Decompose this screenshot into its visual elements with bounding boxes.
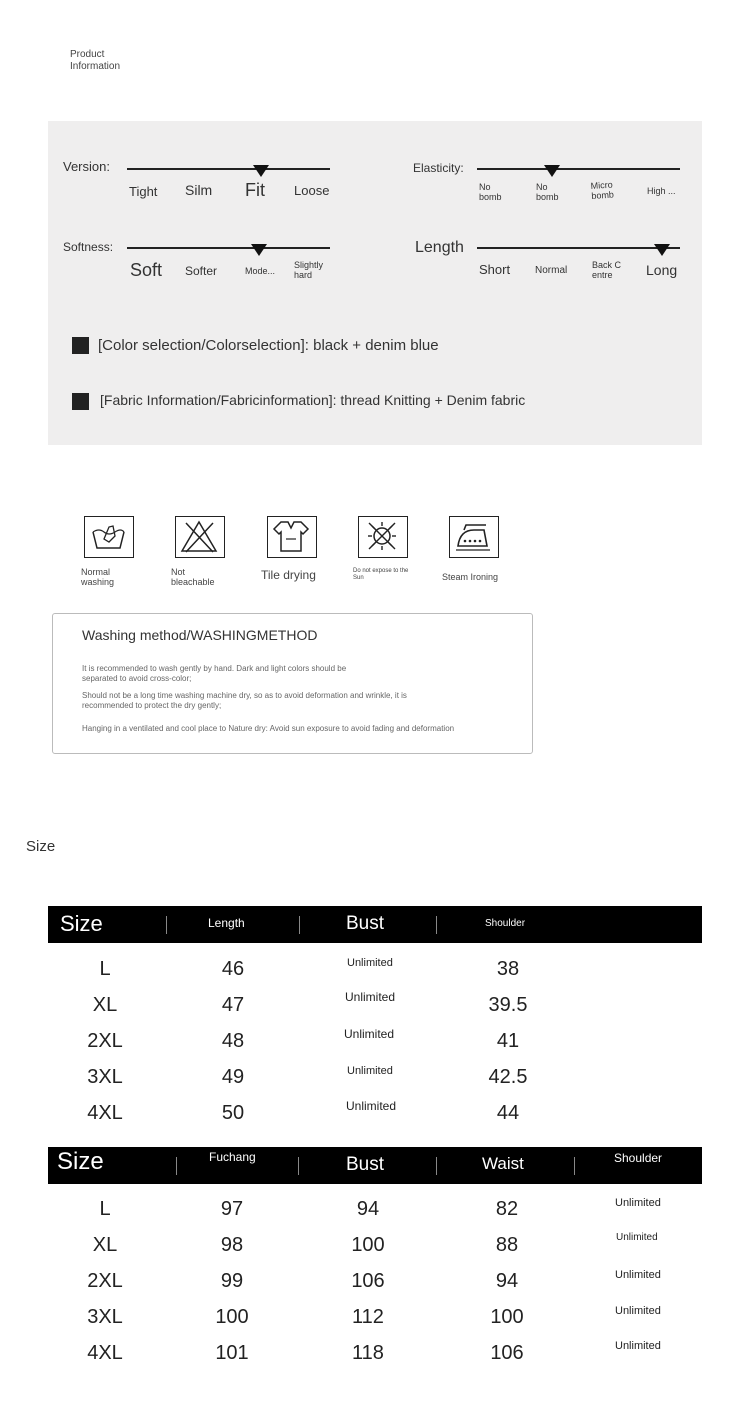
hand-wash-icon	[84, 516, 134, 558]
version-option-loose: Loose	[294, 183, 330, 198]
table-cell: 94	[356, 1198, 380, 1220]
table-cell: 50	[221, 1102, 245, 1124]
table-cell: 2XL	[87, 1030, 123, 1052]
table-cell: 41	[496, 1030, 520, 1052]
no-sun-icon	[358, 516, 408, 558]
version-option-silm: Silm	[185, 182, 213, 198]
table-cell: Unlimited	[615, 1340, 661, 1352]
length-option-back-centre: Back C entre	[592, 260, 622, 280]
table-cell: Unlimited	[345, 990, 396, 1004]
col-header-shoulder: Shoulder	[485, 918, 526, 929]
size-section-title: Size	[26, 838, 56, 855]
table-cell: 100	[490, 1306, 524, 1328]
care-label-normal-washing: Normal washing	[81, 567, 115, 587]
table-cell: 42.5	[488, 1066, 528, 1088]
steam-iron-icon	[449, 516, 499, 558]
care-label-no-sun: Do not expose to the Sun	[353, 568, 409, 581]
table-cell: 101	[215, 1342, 249, 1364]
washing-paragraph-2: Should not be a long time washing machine dry, so as to avoid deformation and wrinkle, it is recommended to protect the dry gently;	[82, 691, 407, 710]
table-cell: Unlimited	[615, 1197, 661, 1209]
col-header-length: Length	[208, 916, 245, 930]
col-header-bust: Bust	[346, 913, 385, 934]
table-cell: 4XL	[87, 1342, 123, 1364]
table-cell: 38	[496, 958, 520, 980]
table-cell: 100	[351, 1234, 385, 1256]
table-cell: 88	[495, 1234, 519, 1256]
table-cell: XL	[92, 1234, 118, 1256]
bullet-square-icon	[72, 393, 89, 410]
softness-option-moderate: Mode...	[245, 266, 276, 276]
care-label-not-bleachable: Not bleachable	[171, 567, 215, 587]
table-cell: 3XL	[87, 1066, 123, 1088]
table-cell: Unlimited	[344, 1027, 395, 1041]
col-header-size: Size	[57, 1148, 104, 1175]
table-cell: L	[99, 1198, 111, 1220]
version-option-tight: Tight	[129, 184, 158, 199]
softness-option-softer: Softer	[185, 264, 218, 278]
header-separator	[574, 1157, 575, 1175]
header-separator	[166, 916, 167, 934]
elasticity-option-2: No bomb	[536, 182, 559, 202]
version-label: Version:	[63, 159, 110, 174]
header-separator	[436, 1157, 437, 1175]
length-marker	[654, 244, 670, 256]
softness-option-soft: Soft	[130, 260, 163, 280]
table-cell: 44	[496, 1102, 520, 1124]
table-cell: Unlimited	[347, 1065, 393, 1077]
elasticity-option-3: Micro bomb	[590, 179, 615, 202]
table-cell: 118	[352, 1342, 384, 1364]
elasticity-option-4: High ...	[647, 186, 676, 196]
table-cell: L	[99, 958, 111, 980]
col-header-bust: Bust	[346, 1154, 385, 1175]
table-cell: XL	[92, 994, 118, 1016]
col-header-waist: Waist	[482, 1154, 524, 1173]
table-cell: 4XL	[87, 1102, 123, 1124]
table-cell: 82	[495, 1198, 519, 1220]
bullet-square-icon	[72, 337, 89, 354]
table-cell: 46	[221, 958, 245, 980]
header-separator	[299, 916, 300, 934]
version-scale-line	[127, 168, 330, 170]
length-scale-line	[477, 247, 680, 249]
elasticity-label: Elasticity:	[413, 161, 464, 175]
table-cell: 99	[220, 1270, 244, 1292]
table-cell: Unlimited	[346, 1099, 397, 1113]
tile-drying-icon	[267, 516, 317, 558]
softness-scale-line	[127, 247, 330, 249]
no-bleach-icon	[175, 516, 225, 558]
length-option-short: Short	[479, 262, 511, 277]
header-separator	[436, 916, 437, 934]
table-cell: 106	[490, 1342, 524, 1364]
elasticity-option-1: No bomb	[479, 182, 502, 202]
elasticity-scale-line	[477, 168, 680, 170]
color-selection-line: [Color selection/Colorselection]: black + denim blue	[98, 337, 439, 354]
care-label-tile-drying: Tile drying	[261, 568, 316, 582]
header-separator	[298, 1157, 299, 1175]
version-marker	[253, 165, 269, 177]
washing-method-title: Washing method/WASHINGMETHOD	[82, 627, 318, 643]
table-cell: 48	[221, 1030, 245, 1052]
table-cell: 112	[352, 1306, 384, 1328]
length-option-normal: Normal	[535, 265, 568, 276]
care-label-steam-ironing: Steam Ironing	[442, 572, 499, 582]
col-header-shoulder: Shoulder	[614, 1151, 663, 1165]
fabric-info-line: [Fabric Information/Fabricinformation]: thread Knitting + Denim fabric	[100, 392, 526, 408]
table-cell: Unlimited	[347, 957, 393, 969]
header-separator	[176, 1157, 177, 1175]
table-cell: 98	[220, 1234, 244, 1256]
table-cell: 97	[220, 1198, 244, 1220]
table-cell: 94	[495, 1270, 519, 1292]
table-cell: Unlimited	[615, 1269, 661, 1281]
washing-paragraph-3: Hanging in a ventilated and cool place to Nature dry: Avoid sun exposure to avoid fading and deformation	[82, 724, 455, 733]
table-cell: 106	[351, 1270, 385, 1292]
table-cell: 2XL	[87, 1270, 123, 1292]
version-option-fit: Fit	[245, 180, 265, 200]
table-cell: 39.5	[488, 994, 528, 1016]
length-label: Length	[415, 239, 464, 256]
size-table-1-header	[48, 906, 702, 943]
size-table-2-header	[48, 1147, 702, 1184]
table-cell: 47	[221, 994, 245, 1016]
softness-label: Softness:	[63, 240, 114, 254]
softness-option-slightly-hard: Slightly hard	[294, 260, 324, 280]
table-cell: 49	[221, 1066, 245, 1088]
elasticity-marker	[544, 165, 560, 177]
washing-paragraph-1: It is recommended to wash gently by hand. Dark and light colors should be separated to avoid cross-color;	[82, 664, 347, 683]
table-cell: 100	[215, 1306, 249, 1328]
length-option-long: Long	[646, 262, 678, 278]
softness-marker	[251, 244, 267, 256]
table-cell: Unlimited	[616, 1232, 658, 1243]
col-header-size: Size	[60, 911, 103, 936]
col-header-fuchang: Fuchang	[209, 1150, 256, 1164]
table-cell: 3XL	[87, 1306, 123, 1328]
product-info-heading: Product Information	[70, 49, 121, 72]
table-cell: Unlimited	[615, 1305, 661, 1317]
